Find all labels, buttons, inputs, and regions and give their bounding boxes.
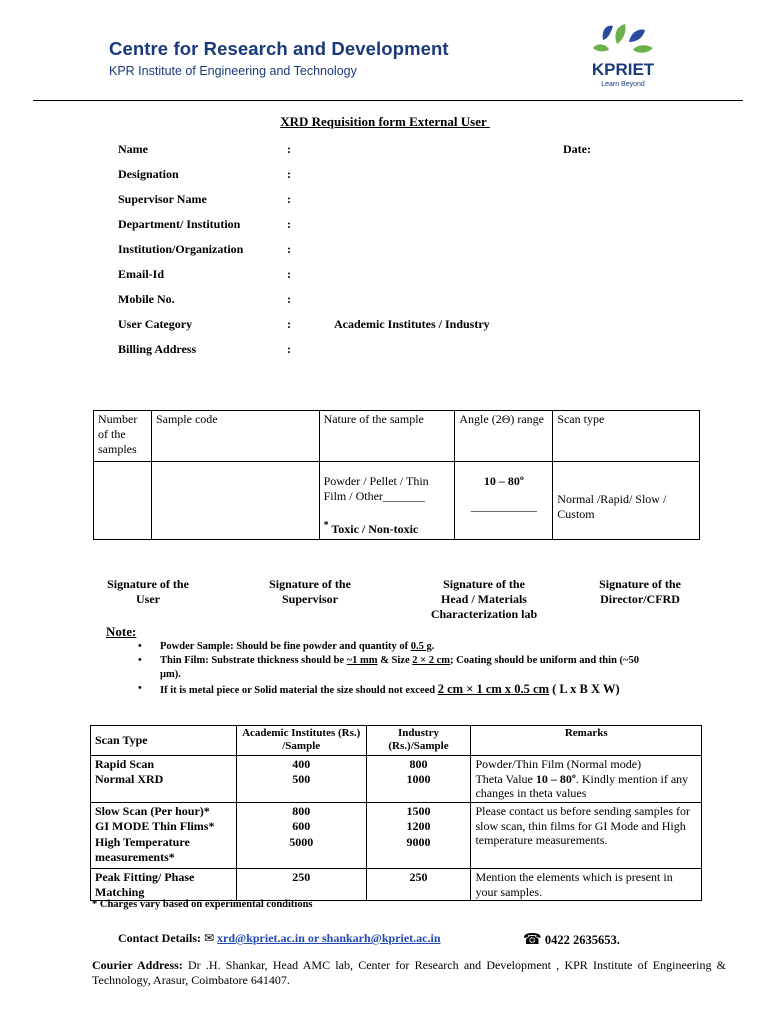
- contact-details: [118, 931, 441, 946]
- industry-price: 1000: [406, 771, 431, 786]
- toxic-mark: *: [323, 520, 329, 531]
- signature-line: Signature of the: [443, 577, 525, 591]
- table-header: Number of the samples: [94, 411, 152, 462]
- academic-price: 500: [292, 771, 311, 786]
- industry-price: 800: [409, 757, 428, 771]
- note-text: Thin Film: Substrate thickness should be: [160, 655, 347, 666]
- number-of-samples-cell[interactable]: [94, 462, 152, 540]
- courier-text: Dr .H. Shankar, Head AMC lab, Center for Research and Development , KPR Institute of Engineering & Technology, Arasur, Coimbatore 641407.: [92, 958, 727, 987]
- table-header: Industry (Rs.)/Sample: [366, 726, 471, 756]
- email-separator: or: [304, 931, 322, 945]
- nature-options: Powder / Pellet / Thin Film / Other_______: [323, 474, 429, 503]
- table-cell: [236, 803, 366, 869]
- remark-text: Mention the elements which is present in your samples.: [471, 869, 702, 901]
- angle-range-value: 10 – 80º: [483, 474, 524, 488]
- list-item: [138, 640, 658, 654]
- email-link-xrd[interactable]: xrd@kpriet.ac.in: [217, 931, 305, 945]
- field-colon: :: [287, 292, 291, 306]
- remark-text: [475, 772, 697, 801]
- scan-type-label: Normal XRD: [95, 771, 164, 786]
- bullet-icon: •: [138, 683, 142, 694]
- list-item: [138, 654, 658, 682]
- courier-label: Courier Address:: [92, 958, 183, 972]
- bullet-icon: •: [138, 655, 142, 666]
- toxic-options: Toxic / Non-toxic: [331, 522, 419, 536]
- note-emphasis: ~1 mm: [346, 655, 378, 666]
- signature-line: Supervisor: [281, 592, 338, 606]
- charges-note: * Charges vary based on experimental conditions: [92, 899, 313, 910]
- table-header: Scan Type: [91, 726, 237, 756]
- field-colon: :: [287, 317, 291, 331]
- table-header: Angle (2Θ) range: [455, 411, 553, 462]
- org-title: Centre for Research and Development: [109, 38, 449, 59]
- academic-price: 5000: [289, 835, 314, 849]
- scan-type-label: High Temperature measurements*: [95, 835, 190, 864]
- note-text: & Size: [377, 655, 413, 666]
- table-header: Academic Institutes (Rs.) /Sample: [236, 726, 366, 756]
- industry-price: 250: [366, 869, 471, 901]
- signature-director: [585, 577, 695, 607]
- academic-price: 600: [292, 818, 311, 833]
- table-header: Sample code: [151, 411, 319, 462]
- header-rule: [33, 100, 743, 101]
- date-label: Date:: [563, 142, 591, 156]
- note-emphasis: 2 × 2 cm: [412, 655, 451, 666]
- table-header: Remarks: [471, 726, 702, 756]
- field-label-supervisor: Supervisor Name: [118, 192, 207, 206]
- field-label-designation: Designation: [118, 167, 179, 181]
- org-subtitle: KPR Institute of Engineering and Technology: [109, 64, 357, 78]
- remark-text: Please contact us before sending samples for slow scan, thin films for GI Mode and High temperature measurements.: [471, 803, 702, 869]
- scan-type-label: Peak Fitting/ Phase Matching: [91, 869, 237, 901]
- signature-line: Characterization lab: [430, 607, 538, 621]
- signature-line: User: [136, 592, 160, 606]
- contact-label: Contact Details:: [118, 931, 204, 945]
- signature-line: Head / Materials: [441, 592, 527, 606]
- remark-part: Theta Value: [475, 771, 536, 786]
- scan-type-cell[interactable]: [553, 462, 700, 540]
- note-text: .: [431, 641, 435, 652]
- scan-type-options: Normal /Rapid/ Slow / Custom: [557, 492, 667, 521]
- table-cell: [366, 803, 471, 869]
- scan-type-label: GI MODE Thin Flims*: [95, 818, 215, 833]
- field-colon: :: [287, 267, 291, 281]
- field-colon: :: [287, 342, 291, 356]
- signature-line: Signature of the: [269, 577, 351, 591]
- field-label-department: Department/ Institution: [118, 217, 241, 231]
- table-cell: [236, 756, 366, 803]
- industry-price: 9000: [406, 835, 431, 849]
- note-text: If it is metal piece or Solid material the size should not exceed: [160, 685, 438, 696]
- field-colon: :: [287, 242, 291, 256]
- table-cell: [366, 756, 471, 803]
- field-colon: :: [287, 142, 291, 156]
- field-colon: :: [287, 192, 291, 206]
- signature-line: Director/CFRD: [600, 592, 680, 606]
- remark-part: 10 – 80º: [535, 771, 576, 786]
- table-header: Nature of the sample: [319, 411, 455, 462]
- email-link-shankar[interactable]: shankarh@kpriet.ac.in: [321, 931, 441, 945]
- signature-line: Signature of the: [107, 577, 189, 591]
- nature-cell[interactable]: [319, 462, 455, 540]
- industry-price: 1500: [406, 804, 431, 818]
- remark-text: Powder/Thin Film (Normal mode): [475, 757, 642, 771]
- field-label-mobile: Mobile No.: [118, 292, 175, 306]
- table-header: Scan type: [553, 411, 700, 462]
- note-text: Powder Sample: Should be fine powder and quantity of: [160, 641, 411, 652]
- courier-address: [92, 958, 726, 988]
- sample-table: [93, 410, 700, 540]
- field-label-name: Name: [118, 142, 148, 156]
- note-text: ; Coating should be uniform and thin (~50 µm).: [160, 655, 639, 680]
- note-emphasis: 2 cm × 1 cm x 0.5 cm: [437, 682, 549, 696]
- scan-type-label: Slow Scan (Per hour)*: [95, 804, 210, 818]
- bullet-icon: •: [138, 641, 142, 652]
- scan-price-table: [90, 725, 702, 901]
- phone-icon: ☎: [523, 930, 542, 948]
- industry-price: 1200: [406, 818, 431, 833]
- signature-line: Signature of the: [599, 577, 681, 591]
- field-label-user-category: User Category: [118, 317, 193, 331]
- note-list: [138, 640, 658, 698]
- logo-tagline: Learn Beyond: [601, 81, 645, 88]
- scan-type-label: Rapid Scan: [95, 757, 155, 771]
- academic-price: 250: [236, 869, 366, 901]
- phone-number: 0422 2635653.: [541, 933, 620, 947]
- mail-icon: ✉: [203, 931, 215, 945]
- note-emphasis: 0.5 g: [410, 641, 432, 652]
- signature-head: [414, 577, 554, 622]
- list-item: [138, 682, 658, 698]
- academic-price: 400: [292, 757, 311, 771]
- field-colon: :: [287, 167, 291, 181]
- angle-blank: ___________: [470, 499, 537, 513]
- table-cell: [91, 756, 237, 803]
- angle-cell[interactable]: [455, 462, 553, 540]
- user-category-value: Academic Institutes / Industry: [334, 317, 490, 331]
- form-title: XRD Requisition form External User: [280, 114, 490, 129]
- note-text: ( L x B X W): [549, 682, 620, 696]
- remark-part: . Kindly mention if any changes in theta values: [475, 771, 689, 800]
- field-label-email: Email-Id: [118, 267, 165, 281]
- sample-code-cell[interactable]: [151, 462, 319, 540]
- signature-user: [95, 577, 201, 607]
- signature-supervisor: [255, 577, 365, 607]
- field-label-institution: Institution/Organization: [118, 242, 244, 256]
- logo-name: KPRIET: [591, 60, 655, 79]
- field-label-billing: Billing Address: [118, 342, 197, 356]
- phone-contact: [523, 930, 620, 948]
- field-colon: :: [287, 217, 291, 231]
- note-heading: Note:: [106, 624, 137, 639]
- academic-price: 800: [292, 804, 311, 818]
- table-cell: [471, 756, 702, 803]
- table-cell: [91, 803, 237, 869]
